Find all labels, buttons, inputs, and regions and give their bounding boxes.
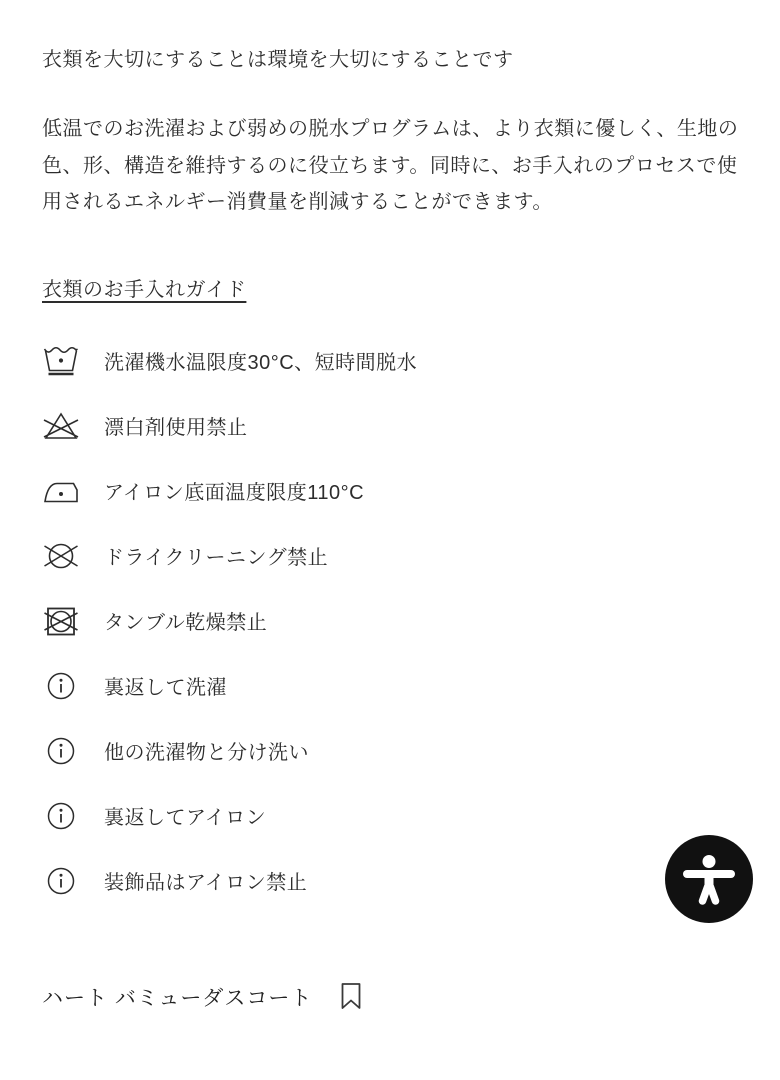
care-item-no-iron-trims [42, 864, 742, 898]
info-icon [42, 802, 80, 830]
care-item-label: 漂白剤使用禁止 [104, 417, 248, 440]
info-icon [42, 867, 80, 895]
care-item-label: ドライクリーニング禁止 [104, 547, 329, 570]
product-row [42, 982, 742, 1013]
care-guide-heading: 衣類のお手入れガイド [42, 278, 247, 301]
care-item-label: 洗濯機水温限度30°C、短時間脱水 [104, 352, 418, 375]
wash-30-mild-icon [42, 345, 80, 377]
care-item-iron [42, 474, 742, 508]
accessibility-icon [679, 848, 739, 911]
info-icon [42, 737, 80, 765]
care-item-label: 装飾品はアイロン禁止 [104, 872, 308, 895]
info-icon [42, 672, 80, 700]
care-item-label: 裏返して洗濯 [104, 677, 227, 700]
bookmark-icon [340, 982, 362, 1013]
care-item-tumble-dry [42, 604, 742, 638]
care-item-dry-clean [42, 539, 742, 573]
no-bleach-icon [42, 411, 80, 441]
care-item-bleach [42, 409, 742, 443]
care-item-wash-separately [42, 734, 742, 768]
bookmark-button[interactable] [340, 982, 362, 1013]
intro-paragraph: 低温でのお洗濯および弱めの脱水プログラムは、より衣類に優しく、生地の色、形、構造を維持するのに役立ちます。同時に、お手入れのプロセスで使用されるエネルギー消費量を削減することができます。 [42, 118, 739, 214]
care-item-iron-inside-out [42, 799, 742, 833]
intro-title: 衣類を大切にすることは環境を大切にすることです [42, 49, 514, 71]
product-name: ハート バミューダスコート [42, 987, 313, 1011]
care-item-wash-inside-out [42, 669, 742, 703]
accessibility-widget-button[interactable] [665, 835, 753, 923]
iron-low-heat-icon [42, 477, 80, 505]
care-item-label: タンブル乾燥禁止 [104, 612, 268, 635]
no-dry-clean-icon [42, 541, 80, 571]
care-guide-list [42, 344, 742, 898]
care-item-label: 裏返してアイロン [104, 807, 267, 830]
care-item-label: 他の洗濯物と分け洗い [104, 742, 309, 765]
care-item-label: アイロン底面温度限度110°C [104, 482, 365, 505]
no-tumble-dry-icon [42, 605, 80, 637]
care-item-wash [42, 344, 742, 378]
